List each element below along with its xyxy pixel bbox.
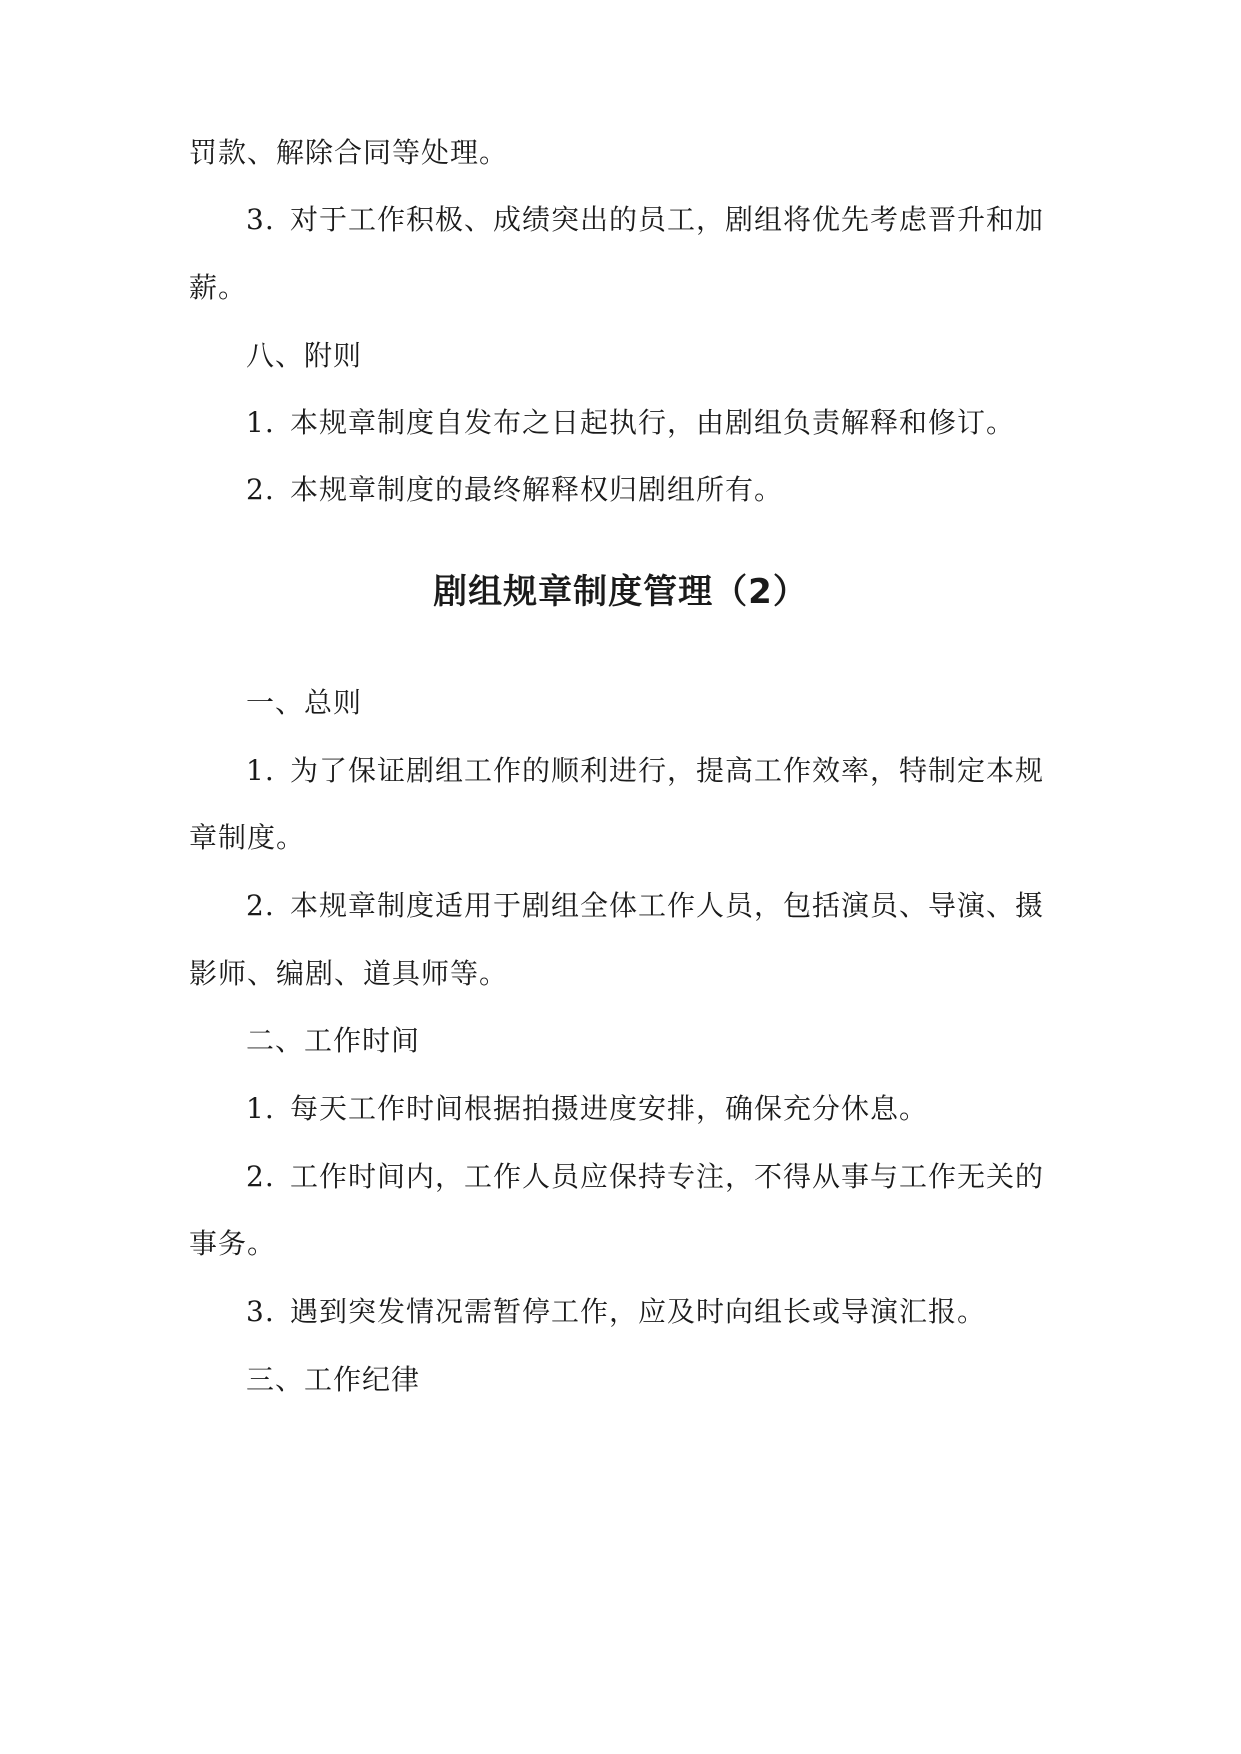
item-text: 遇到突发情况需暂停工作，应及时向组长或导演汇报。 [290, 1295, 987, 1328]
document-title: 剧组规章制度管理（2） [433, 572, 808, 612]
item-text: 对于工作积极、成绩突出的员工，剧组将优先考虑晋升和加 [290, 203, 1045, 236]
item-text: 每天工作时间根据拍摄进度安排，确保充分休息。 [290, 1092, 929, 1125]
item-text: 本规章制度适用于剧组全体工作人员，包括演员、导演、摄 [290, 889, 1045, 922]
item-text: 工作时间内，工作人员应保持专注，不得从事与工作无关的 [290, 1160, 1045, 1193]
item-number: 2. [246, 1160, 275, 1193]
list-item [246, 1089, 928, 1129]
section-heading: 三、工作纪律 [246, 1363, 421, 1396]
item-wrap-line: 章制度。 [189, 821, 306, 854]
list-item [246, 886, 1044, 926]
item-number: 3. [246, 1295, 275, 1328]
section-heading: 一、总则 [246, 686, 363, 719]
section-heading: 二、工作时间 [246, 1024, 421, 1057]
list-item [246, 200, 1044, 240]
item-text: 为了保证剧组工作的顺利进行，提高工作效率，特制定本规 [290, 754, 1045, 787]
item-number: 1. [246, 1092, 275, 1125]
list-item [246, 403, 1015, 443]
item-number: 1. [246, 406, 275, 439]
item-wrap-line: 薪。 [189, 271, 248, 304]
item-text: 本规章制度自发布之日起执行，由剧组负责解释和修订。 [290, 406, 1016, 439]
list-item [246, 470, 783, 510]
item-wrap-line: 影师、编剧、道具师等。 [189, 957, 509, 990]
item-text: 本规章制度的最终解释权归剧组所有。 [290, 473, 784, 506]
item-number: 2. [246, 889, 275, 922]
list-item [246, 1292, 986, 1332]
item-number: 3. [246, 203, 275, 236]
list-item [246, 1157, 1044, 1197]
item-number: 1. [246, 754, 275, 787]
item-wrap-line: 事务。 [189, 1227, 277, 1260]
section-heading: 八、附则 [246, 339, 363, 372]
list-item [246, 751, 1044, 791]
item-number: 2. [246, 473, 275, 506]
continuation-line: 罚款、解除合同等处理。 [189, 136, 509, 169]
